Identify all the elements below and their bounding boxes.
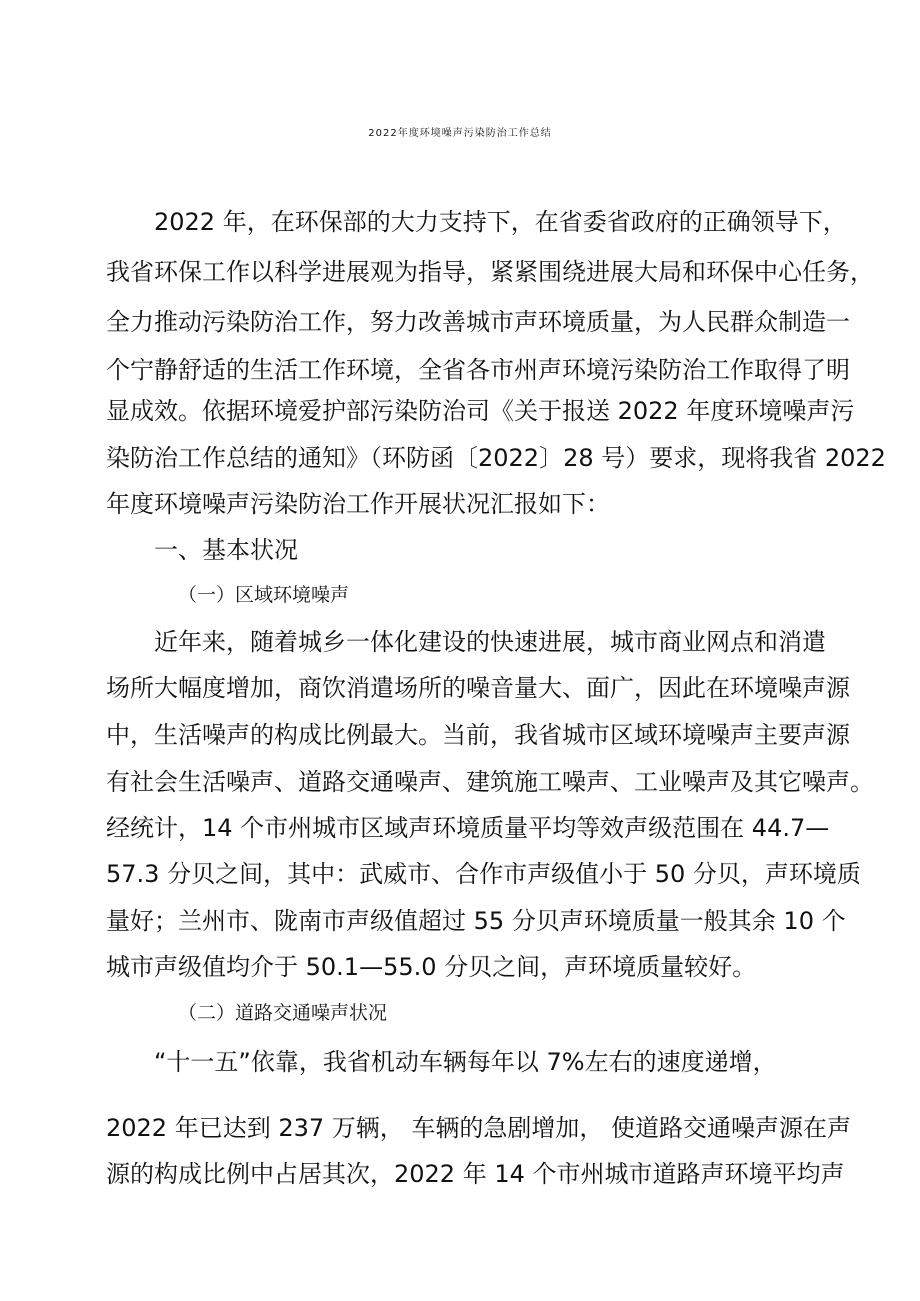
- intro-line: 染防治工作总结的通知》（环防函〔2022〕28 号）要求，现将我省 2022: [106, 444, 886, 472]
- body-line: 场所大幅度增加，商饮消遣场所的噪音量大、面广，因此在环境噪声源: [106, 674, 850, 702]
- intro-line: 2022 年，在环保部的大力支持下，在省委省政府的正确领导下，: [154, 208, 847, 236]
- intro-line: 年度环境噪声污染防治工作开展状况汇报如下：: [106, 490, 610, 518]
- intro-line: 显成效。依据环境爱护部污染防治司《关于报送 2022 年度环境噪声污: [106, 397, 855, 425]
- intro-line: 个宁静舒适的生活工作环境，全省各市州声环境污染防治工作取得了明: [106, 356, 850, 384]
- body-line: 近年来，随着城乡一体化建设的快速进展，城市商业网点和消遣: [154, 628, 826, 656]
- intro-line: 我省环保工作以科学进展观为指导，紧紧围绕进展大局和环保中心任务，: [106, 258, 874, 286]
- document-title: 2022年度环境噪声污染防治工作总结: [368, 128, 552, 139]
- intro-line: 全力推动污染防治工作，努力改善城市声环境质量，为人民群众制造一: [106, 308, 850, 336]
- body-line: 中，生活噪声的构成比例最大。当前，我省城市区域环境噪声主要声源: [106, 721, 850, 749]
- body-line: “十一五”依靠，我省机动车辆每年以 7%左右的速度递增，: [154, 1048, 777, 1076]
- section-heading: 一、基本状况: [154, 536, 298, 564]
- body-line: 量好；兰州市、陇南市声级值超过 55 分贝声环境质量一般其余 10 个: [106, 907, 846, 935]
- body-line: 57.3 分贝之间，其中：武威市、合作市声级值小于 50 分贝，声环境质: [106, 860, 861, 888]
- subsection-heading: （一）区域环境噪声: [178, 584, 350, 606]
- body-line: 有社会生活噪声、道路交通噪声、建筑施工噪声、工业噪声及其它噪声。: [106, 768, 874, 796]
- body-line: 城市声级值均介于 50.1—55.0 分贝之间，声环境质量较好。: [106, 953, 757, 981]
- subsection-heading: （二）道路交通噪声状况: [178, 1002, 388, 1024]
- body-line: 源的构成比例中占居其次，2022 年 14 个市州城市道路声环境平均声: [106, 1160, 845, 1188]
- body-line: 2022 年已达到 237 万辆， 车辆的急剧增加， 使道路交通噪声源在声: [106, 1114, 852, 1142]
- body-line: 经统计，14 个市州城市区域声环境质量平均等效声级范围在 44.7—: [106, 814, 830, 842]
